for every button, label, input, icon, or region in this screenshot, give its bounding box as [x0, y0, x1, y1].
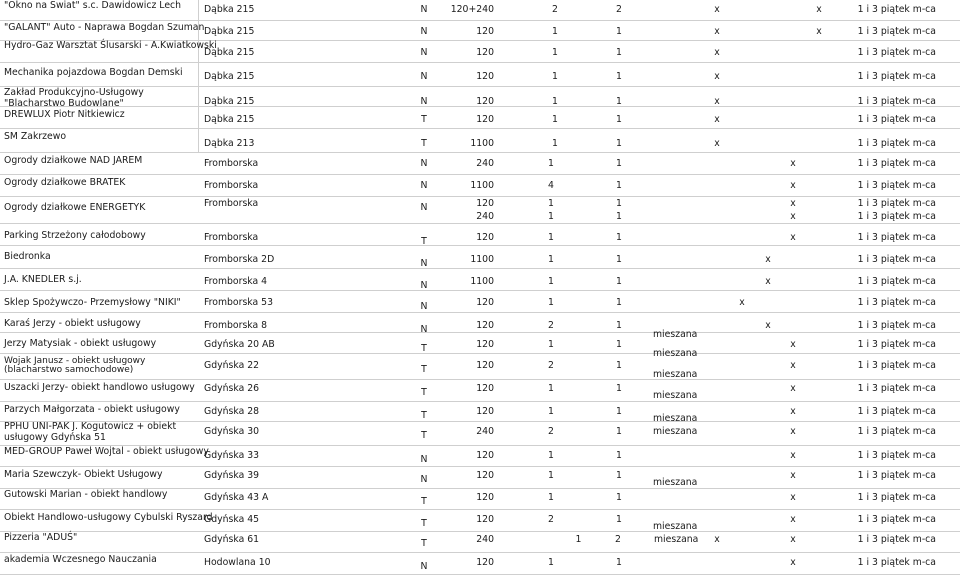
- container-type: T: [421, 538, 427, 549]
- address: Hodowlana 10: [204, 557, 271, 568]
- container-count: 2: [548, 320, 554, 331]
- row-gridline: [0, 268, 960, 269]
- capacity: 120: [476, 297, 494, 308]
- address: Gdyńska 61: [204, 534, 260, 545]
- container-count: 1: [548, 198, 554, 209]
- capacity: 120: [476, 470, 494, 481]
- capacity: 120: [476, 383, 494, 394]
- row-gridline: [0, 552, 960, 553]
- frequency: 1: [616, 339, 622, 350]
- container-count: 1: [575, 534, 582, 545]
- collection-schedule: 1 i 3 piątek m-ca: [857, 492, 936, 503]
- container-type: N: [420, 454, 428, 465]
- container-type: N: [420, 71, 428, 82]
- address: Gdyńska 20 AB: [204, 339, 275, 350]
- container-count: 1: [548, 254, 554, 265]
- frequency: 1: [616, 557, 622, 568]
- mark-2: x: [790, 406, 796, 417]
- collection-schedule: 1 i 3 piątek m-ca: [857, 158, 936, 169]
- address: Dąbka 215: [204, 71, 255, 82]
- collection-schedule: 1 i 3 piątek m-ca: [857, 534, 936, 545]
- collection-schedule: 1 i 3 piątek m-ca: [857, 514, 936, 525]
- company-name: Uszacki Jerzy- obiekt handlowo usługowy: [4, 382, 195, 393]
- capacity: 120: [476, 26, 494, 37]
- frequency: 2: [616, 4, 622, 15]
- address: Gdyńska 43 A: [204, 492, 269, 503]
- address: Dąbka 215: [204, 26, 255, 37]
- company-name: Mechanika pojazdowa Bogdan Demski: [4, 67, 183, 78]
- address: Gdyńska 22: [204, 360, 260, 371]
- capacity: 120: [476, 406, 494, 417]
- collection-schedule: 1 i 3 piątek m-ca: [857, 26, 936, 37]
- frequency: 1: [616, 71, 622, 82]
- container-type: T: [421, 496, 427, 507]
- collection-schedule: 1 i 3 piątek m-ca: [857, 198, 936, 209]
- container-count: 1: [548, 232, 554, 243]
- container-count: 1: [552, 47, 558, 58]
- mark-2: x: [790, 158, 796, 169]
- collection-schedule: 1 i 3 piątek m-ca: [857, 96, 936, 107]
- capacity: 120: [476, 492, 494, 503]
- container-type: N: [420, 474, 428, 485]
- mark-1: x: [714, 47, 720, 58]
- container-type: N: [420, 47, 428, 58]
- company-name: J.A. KNEDLER s.j.: [4, 274, 82, 285]
- address: Gdyńska 30: [204, 426, 260, 437]
- container-count: 1: [548, 158, 554, 169]
- company-name: Sklep Spożywczo- Przemysłowy "NIKI": [4, 297, 181, 308]
- mark-1: x: [714, 4, 720, 15]
- mark-2: x: [790, 198, 796, 209]
- frequency: 1: [616, 406, 622, 417]
- capacity: 1100: [470, 138, 494, 149]
- row-gridline: [0, 509, 960, 510]
- frequency: 1: [616, 254, 622, 265]
- address: Gdyńska 39: [204, 470, 260, 481]
- frequency: 1: [616, 26, 622, 37]
- capacity: 120: [476, 71, 494, 82]
- container-type: N: [420, 96, 428, 107]
- frequency: 1: [616, 198, 622, 209]
- address: Fromborska: [204, 198, 259, 209]
- row-gridline: [0, 174, 960, 175]
- capacity: 240: [476, 158, 494, 169]
- frequency: 1: [616, 180, 622, 191]
- capacity: 240: [476, 534, 494, 545]
- container-type: N: [420, 158, 428, 169]
- row-gridline: [0, 312, 960, 313]
- collection-schedule: 1 i 3 piątek m-ca: [857, 297, 936, 308]
- frequency: 1: [616, 383, 622, 394]
- mark-2: x: [790, 470, 796, 481]
- collection-schedule: 1 i 3 piątek m-ca: [857, 360, 936, 371]
- collection-schedule: 1 i 3 piątek m-ca: [857, 47, 936, 58]
- frequency: 1: [616, 276, 622, 287]
- capacity: 120: [476, 450, 494, 461]
- container-count: 1: [548, 492, 554, 503]
- company-name: Karaś Jerzy - obiekt usługowy: [4, 318, 141, 329]
- container-type: T: [421, 387, 427, 398]
- waste-mixed: mieszana: [653, 426, 698, 437]
- mark-2: x: [790, 426, 796, 437]
- address: Fromborska: [204, 158, 259, 169]
- mark-2: x: [790, 180, 796, 191]
- mark-1: x: [714, 114, 720, 125]
- waste-mixed: mieszana: [654, 534, 699, 545]
- row-gridline: [0, 20, 960, 21]
- row-gridline: [0, 223, 960, 224]
- mark-2: x: [790, 232, 796, 243]
- container-count: 1: [548, 470, 554, 481]
- waste-mixed: mieszana: [653, 477, 698, 488]
- frequency: 1: [616, 158, 622, 169]
- company-name: "GALANT" Auto - Naprawa Bogdan Szuman: [4, 22, 205, 33]
- row-gridline: [0, 128, 960, 129]
- mark-1: x: [714, 96, 720, 107]
- address: Dąbka 213: [204, 138, 255, 149]
- container-type: N: [420, 561, 428, 572]
- row-gridline: [0, 245, 960, 246]
- collection-schedule: 1 i 3 piątek m-ca: [857, 450, 936, 461]
- frequency: 1: [616, 96, 622, 107]
- collection-schedule: 1 i 3 piątek m-ca: [857, 211, 936, 222]
- mark-1: x: [714, 534, 720, 545]
- container-type: N: [420, 26, 428, 37]
- company-name: Hydro-Gaz Warsztat Ślusarski - A.Kwiatkowski: [4, 40, 217, 51]
- capacity: 120: [476, 198, 494, 209]
- company-name: Ogrody działkowe ENERGETYK: [4, 202, 146, 213]
- company-name: Wojak Janusz - obiekt usługowy (blacharstwo samochodowe): [4, 356, 146, 375]
- waste-mixed: mieszana: [653, 329, 698, 340]
- container-count: 1: [552, 71, 558, 82]
- capacity: 120: [476, 557, 494, 568]
- mark-1: x: [765, 254, 771, 265]
- container-type: N: [420, 258, 428, 269]
- mark-1: x: [714, 26, 720, 37]
- frequency: 1: [616, 114, 622, 125]
- container-count: 2: [548, 360, 554, 371]
- mark-2: x: [790, 557, 796, 568]
- container-type: N: [420, 301, 428, 312]
- frequency: 1: [616, 47, 622, 58]
- container-type: T: [421, 410, 427, 421]
- capacity: 120: [476, 47, 494, 58]
- collection-schedule: 1 i 3 piątek m-ca: [857, 557, 936, 568]
- mark-2: x: [790, 360, 796, 371]
- container-type: T: [421, 430, 427, 441]
- mark-2: x: [816, 26, 822, 37]
- frequency: 1: [616, 360, 622, 371]
- row-gridline: [0, 574, 960, 575]
- address: Fromborska 53: [204, 297, 273, 308]
- capacity: 240: [476, 211, 494, 222]
- row-gridline: [0, 152, 960, 153]
- capacity: 120+240: [450, 4, 494, 15]
- company-name: Maria Szewczyk- Obiekt Usługowy: [4, 469, 163, 480]
- company-name: Biedronka: [4, 251, 51, 262]
- container-count: 2: [548, 426, 554, 437]
- container-type: T: [421, 138, 427, 149]
- row-gridline: [0, 290, 960, 291]
- row-gridline: [0, 466, 960, 467]
- collection-schedule: 1 i 3 piątek m-ca: [857, 114, 936, 125]
- mark-2: x: [790, 492, 796, 503]
- mark-2: x: [790, 514, 796, 525]
- company-name: Zakład Produkcyjno-Usługowy "Blacharstwo Budowlane": [4, 87, 144, 109]
- container-type: N: [420, 280, 428, 291]
- container-count: 1: [552, 138, 558, 149]
- company-name: SM Zakrzewo: [4, 131, 67, 142]
- address: Dąbka 215: [204, 4, 255, 15]
- capacity: 120: [476, 360, 494, 371]
- company-name: Parzych Małgorzata - obiekt usługowy: [4, 404, 180, 415]
- collection-schedule: 1 i 3 piątek m-ca: [857, 406, 936, 417]
- frequency: 1: [616, 211, 622, 222]
- container-count: 1: [552, 114, 558, 125]
- container-type: T: [421, 518, 427, 529]
- container-count: 1: [552, 26, 558, 37]
- capacity: 120: [476, 232, 494, 243]
- company-name: Parking Strzeżony całodobowy: [4, 230, 146, 241]
- waste-mixed: mieszana: [653, 521, 698, 532]
- address: Gdyńska 28: [204, 406, 260, 417]
- collection-schedule: 1 i 3 piątek m-ca: [857, 339, 936, 350]
- capacity: 1100: [470, 254, 494, 265]
- address: Fromborska 8: [204, 320, 268, 331]
- company-name: akademia Wczesnego Nauczania: [4, 554, 157, 565]
- company-name: Ogrody działkowe NAD JAREM: [4, 155, 143, 166]
- capacity: 240: [476, 426, 494, 437]
- company-name: MED-GROUP Paweł Wojtal - obiekt usługowy: [4, 446, 209, 457]
- company-name: Jerzy Matysiak - obiekt usługowy: [4, 338, 157, 349]
- container-type: T: [421, 343, 427, 354]
- address: Dąbka 215: [204, 47, 255, 58]
- company-name: Ogrody działkowe BRATEK: [4, 177, 126, 188]
- address: Dąbka 215: [204, 96, 255, 107]
- waste-mixed: mieszana: [653, 369, 698, 380]
- frequency: 1: [616, 450, 622, 461]
- frequency: 1: [616, 232, 622, 243]
- container-count: 1: [548, 383, 554, 394]
- company-name: PPHU UNI-PAK J. Kogutowicz + obiekt usługowy Gdyńska 51: [4, 421, 177, 443]
- address: Fromborska: [204, 180, 259, 191]
- row-gridline: [0, 401, 960, 402]
- collection-schedule: 1 i 3 piątek m-ca: [857, 426, 936, 437]
- capacity: 120: [476, 114, 494, 125]
- capacity: 120: [476, 514, 494, 525]
- frequency: 1: [616, 426, 622, 437]
- company-name: DREWLUX Piotr Nitkiewicz: [4, 109, 125, 120]
- container-count: 1: [548, 297, 554, 308]
- address: Dąbka 215: [204, 114, 255, 125]
- collection-schedule: 1 i 3 piątek m-ca: [857, 138, 936, 149]
- container-count: 1: [548, 276, 554, 287]
- frequency: 2: [615, 534, 621, 545]
- collection-schedule: 1 i 3 piątek m-ca: [857, 320, 936, 331]
- collection-schedule: 1 i 3 piątek m-ca: [857, 383, 936, 394]
- collection-schedule: 1 i 3 piątek m-ca: [857, 71, 936, 82]
- mark-1: x: [714, 138, 720, 149]
- mark-2: x: [790, 339, 796, 350]
- waste-mixed: mieszana: [653, 348, 698, 359]
- capacity: 1100: [470, 276, 494, 287]
- capacity: 120: [476, 339, 494, 350]
- capacity: 120: [476, 320, 494, 331]
- container-count: 1: [548, 557, 554, 568]
- row-gridline: [0, 332, 960, 333]
- container-count: 1: [548, 406, 554, 417]
- container-type: N: [420, 202, 428, 213]
- company-name: Pizzeria "ADUŚ": [4, 532, 78, 543]
- collection-schedule: 1 i 3 piątek m-ca: [857, 276, 936, 287]
- row-gridline: [0, 531, 960, 532]
- collection-schedule: 1 i 3 piątek m-ca: [857, 232, 936, 243]
- mark-1: x: [714, 71, 720, 82]
- waste-mixed: mieszana: [653, 390, 698, 401]
- container-type: N: [420, 180, 428, 191]
- collection-schedule: 1 i 3 piątek m-ca: [857, 470, 936, 481]
- row-gridline: [0, 353, 960, 354]
- container-type: T: [421, 236, 427, 247]
- waste-mixed: mieszana: [653, 413, 698, 424]
- address: Gdyńska 33: [204, 450, 260, 461]
- container-type: N: [420, 4, 428, 15]
- mark-1: x: [765, 276, 771, 287]
- capacity: 120: [476, 96, 494, 107]
- frequency: 1: [616, 492, 622, 503]
- container-count: 2: [552, 4, 558, 15]
- company-name: Gutowski Marian - obiekt handlowy: [4, 489, 168, 500]
- address: Fromborska 2D: [204, 254, 275, 265]
- frequency: 1: [616, 514, 622, 525]
- mark-2: x: [816, 4, 822, 15]
- frequency: 1: [616, 320, 622, 331]
- container-count: 1: [552, 96, 558, 107]
- collection-schedule: 1 i 3 piątek m-ca: [857, 254, 936, 265]
- collection-schedule: 1 i 3 piątek m-ca: [857, 4, 936, 15]
- container-count: 1: [548, 450, 554, 461]
- collection-schedule: 1 i 3 piątek m-ca: [857, 180, 936, 191]
- mark-2: x: [790, 211, 796, 222]
- frequency: 1: [616, 297, 622, 308]
- mark-1: x: [765, 320, 771, 331]
- container-count: 2: [548, 514, 554, 525]
- mark-2: x: [790, 450, 796, 461]
- mark-2: x: [790, 534, 796, 545]
- frequency: 1: [616, 470, 622, 481]
- address: Fromborska 4: [204, 276, 268, 287]
- frequency: 1: [616, 138, 622, 149]
- row-gridline: [0, 196, 960, 197]
- mark-1: x: [739, 297, 745, 308]
- container-count: 1: [548, 211, 554, 222]
- company-name: Obiekt Handlowo-usługowy Cybulski Ryszard: [4, 512, 213, 523]
- container-type: T: [421, 364, 427, 375]
- mark-2: x: [790, 383, 796, 394]
- container-count: 1: [548, 339, 554, 350]
- container-type: T: [421, 114, 427, 125]
- container-type: N: [420, 324, 428, 335]
- address: Gdyńska 26: [204, 383, 260, 394]
- row-gridline: [0, 379, 960, 380]
- row-gridline: [0, 62, 960, 63]
- capacity: 1100: [470, 180, 494, 191]
- company-name: "Okno na Świat" s.c. Dawidowicz Lech: [4, 0, 182, 11]
- address: Gdyńska 45: [204, 514, 260, 525]
- container-count: 4: [548, 180, 554, 191]
- address: Fromborska: [204, 232, 259, 243]
